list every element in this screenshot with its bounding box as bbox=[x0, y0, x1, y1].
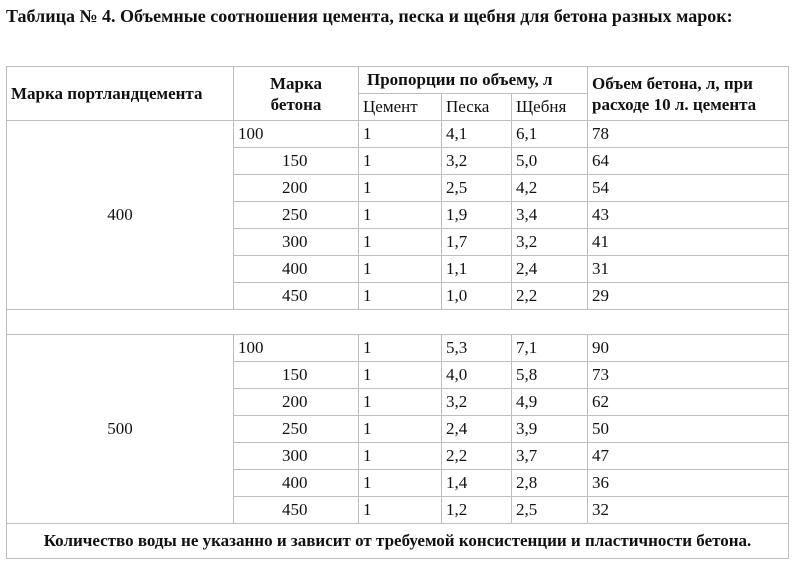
spacer-row bbox=[7, 310, 789, 335]
sand-cell: 2,4 bbox=[442, 416, 512, 443]
sand-cell: 4,1 bbox=[442, 121, 512, 148]
cement-cell: 1 bbox=[359, 497, 442, 524]
concrete-grade-cell: 250 bbox=[234, 416, 359, 443]
gravel-cell: 3,4 bbox=[512, 202, 588, 229]
volume-cell: 41 bbox=[588, 229, 789, 256]
concrete-grade-cell: 100 bbox=[234, 335, 359, 362]
volume-cell: 29 bbox=[588, 283, 789, 310]
header-cement-grade: Марка портландцемента bbox=[7, 67, 234, 121]
concrete-grade-cell: 450 bbox=[234, 497, 359, 524]
spacer-cell bbox=[7, 310, 789, 335]
gravel-cell: 2,2 bbox=[512, 283, 588, 310]
cement-cell: 1 bbox=[359, 148, 442, 175]
concrete-grade-cell: 300 bbox=[234, 229, 359, 256]
volume-cell: 62 bbox=[588, 389, 789, 416]
sand-cell: 2,2 bbox=[442, 443, 512, 470]
header-proportions: Пропорции по объему, л bbox=[359, 67, 588, 94]
concrete-grade-cell: 400 bbox=[234, 470, 359, 497]
concrete-grade-cell: 300 bbox=[234, 443, 359, 470]
volume-cell: 36 bbox=[588, 470, 789, 497]
sand-cell: 1,1 bbox=[442, 256, 512, 283]
cement-cell: 1 bbox=[359, 256, 442, 283]
sand-cell: 1,2 bbox=[442, 497, 512, 524]
table-body bbox=[7, 121, 789, 559]
cement-cell: 1 bbox=[359, 335, 442, 362]
gravel-cell: 5,8 bbox=[512, 362, 588, 389]
sand-cell: 1,7 bbox=[442, 229, 512, 256]
concrete-grade-cell: 450 bbox=[234, 283, 359, 310]
header-cement: Цемент bbox=[359, 94, 442, 121]
header-gravel: Щебня bbox=[512, 94, 588, 121]
gravel-cell: 3,9 bbox=[512, 416, 588, 443]
cement-grade-cell: 500 bbox=[7, 335, 234, 524]
cement-cell: 1 bbox=[359, 175, 442, 202]
concrete-proportions-table bbox=[6, 66, 789, 559]
sand-cell: 1,0 bbox=[442, 283, 512, 310]
volume-cell: 90 bbox=[588, 335, 789, 362]
gravel-cell: 2,8 bbox=[512, 470, 588, 497]
volume-cell: 32 bbox=[588, 497, 789, 524]
cement-cell: 1 bbox=[359, 470, 442, 497]
volume-cell: 47 bbox=[588, 443, 789, 470]
table-row bbox=[7, 121, 789, 148]
footer-note: Количество воды не указанно и зависит от требуемой консистенции и пластичности бетона. bbox=[7, 524, 789, 559]
cement-cell: 1 bbox=[359, 443, 442, 470]
concrete-grade-cell: 200 bbox=[234, 389, 359, 416]
concrete-grade-cell: 150 bbox=[234, 148, 359, 175]
sand-cell: 5,3 bbox=[442, 335, 512, 362]
volume-cell: 50 bbox=[588, 416, 789, 443]
volume-cell: 78 bbox=[588, 121, 789, 148]
concrete-grade-cell: 100 bbox=[234, 121, 359, 148]
sand-cell: 2,5 bbox=[442, 175, 512, 202]
sand-cell: 3,2 bbox=[442, 148, 512, 175]
gravel-cell: 2,4 bbox=[512, 256, 588, 283]
sand-cell: 1,9 bbox=[442, 202, 512, 229]
header-sand: Песка bbox=[442, 94, 512, 121]
volume-cell: 43 bbox=[588, 202, 789, 229]
table-row bbox=[7, 335, 789, 362]
table-title: Таблица № 4. Объемные соотношения цемента, песка и щебня для бетона разных марок: bbox=[6, 6, 733, 26]
sand-cell: 3,2 bbox=[442, 389, 512, 416]
concrete-grade-cell: 200 bbox=[234, 175, 359, 202]
volume-cell: 31 bbox=[588, 256, 789, 283]
gravel-cell: 3,2 bbox=[512, 229, 588, 256]
concrete-grade-cell: 250 bbox=[234, 202, 359, 229]
footer-row bbox=[7, 524, 789, 559]
gravel-cell: 4,2 bbox=[512, 175, 588, 202]
cement-cell: 1 bbox=[359, 202, 442, 229]
volume-cell: 64 bbox=[588, 148, 789, 175]
gravel-cell: 7,1 bbox=[512, 335, 588, 362]
volume-cell: 73 bbox=[588, 362, 789, 389]
concrete-grade-cell: 150 bbox=[234, 362, 359, 389]
gravel-cell: 2,5 bbox=[512, 497, 588, 524]
gravel-cell: 5,0 bbox=[512, 148, 588, 175]
header-volume: Объем бетона, л, при расходе 10 л. цемента bbox=[588, 67, 789, 121]
cement-cell: 1 bbox=[359, 283, 442, 310]
header-concrete-grade: Марка бетона bbox=[234, 67, 359, 121]
cement-cell: 1 bbox=[359, 121, 442, 148]
cement-cell: 1 bbox=[359, 362, 442, 389]
sand-cell: 4,0 bbox=[442, 362, 512, 389]
gravel-cell: 6,1 bbox=[512, 121, 588, 148]
gravel-cell: 4,9 bbox=[512, 389, 588, 416]
cement-grade-cell: 400 bbox=[7, 121, 234, 310]
gravel-cell: 3,7 bbox=[512, 443, 588, 470]
concrete-grade-cell: 400 bbox=[234, 256, 359, 283]
cement-cell: 1 bbox=[359, 229, 442, 256]
cement-cell: 1 bbox=[359, 389, 442, 416]
volume-cell: 54 bbox=[588, 175, 789, 202]
sand-cell: 1,4 bbox=[442, 470, 512, 497]
cement-cell: 1 bbox=[359, 416, 442, 443]
